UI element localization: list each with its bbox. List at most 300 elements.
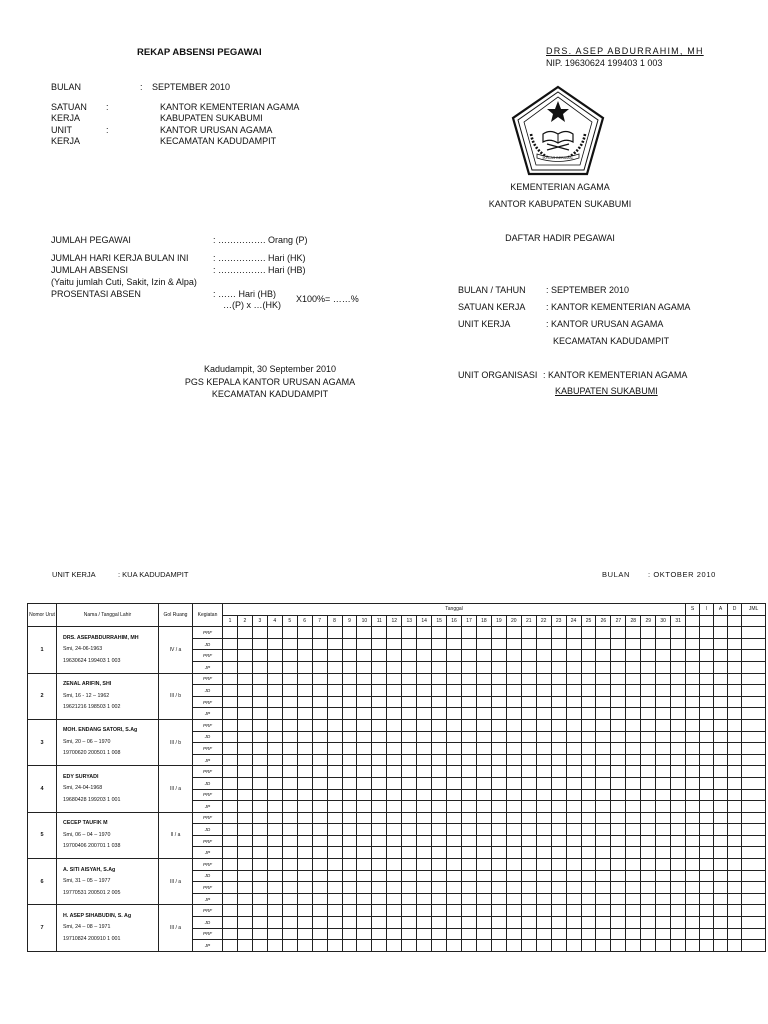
summary-cell xyxy=(700,789,714,801)
unit-value-1: KANTOR URUSAN AGAMA xyxy=(160,125,273,135)
summary-cell xyxy=(714,731,728,743)
attendance-cell xyxy=(342,673,357,685)
attendance-cell xyxy=(432,708,447,720)
attendance-cell xyxy=(327,789,342,801)
attendance-cell xyxy=(402,777,417,789)
attendance-cell xyxy=(237,859,252,871)
attendance-cell xyxy=(282,673,297,685)
attendance-cell xyxy=(536,719,551,731)
day-21: 21 xyxy=(521,615,536,627)
attendance-cell xyxy=(656,824,671,836)
summary-cell xyxy=(742,708,766,720)
attendance-cell xyxy=(432,801,447,813)
attendance-cell xyxy=(282,928,297,940)
attendance-cell xyxy=(536,708,551,720)
attendance-cell xyxy=(342,812,357,824)
activity-code: PRF xyxy=(193,696,223,708)
attendance-cell xyxy=(252,661,267,673)
attendance-cell xyxy=(626,766,641,778)
summary-cell xyxy=(728,650,742,662)
attendance-cell xyxy=(641,627,656,639)
attendance-cell xyxy=(237,882,252,894)
attendance-cell xyxy=(596,731,611,743)
attendance-cell xyxy=(671,835,686,847)
attendance-cell xyxy=(491,893,506,905)
attendance-cell xyxy=(671,905,686,917)
attendance-cell xyxy=(671,812,686,824)
attendance-cell xyxy=(223,812,238,824)
attendance-cell xyxy=(566,824,581,836)
summary-cell xyxy=(742,928,766,940)
attendance-cell xyxy=(237,928,252,940)
attendance-cell xyxy=(357,812,372,824)
summary-cell xyxy=(686,801,700,813)
attendance-cell xyxy=(297,847,312,859)
attendance-cell xyxy=(611,650,626,662)
attendance-cell xyxy=(387,766,402,778)
summary-cell xyxy=(700,893,714,905)
attendance-cell xyxy=(566,928,581,940)
attendance-cell xyxy=(536,754,551,766)
attendance-cell xyxy=(506,917,521,929)
attendance-cell xyxy=(297,893,312,905)
attendance-cell xyxy=(462,754,477,766)
attendance-cell xyxy=(506,870,521,882)
summary-cell xyxy=(686,789,700,801)
employee-name: ZENAL ARIFIN, SHI xyxy=(63,681,112,687)
attendance-cell xyxy=(611,870,626,882)
attendance-cell xyxy=(327,627,342,639)
attendance-cell xyxy=(432,824,447,836)
summary-cell xyxy=(742,801,766,813)
summary-cell xyxy=(742,777,766,789)
attendance-cell xyxy=(521,893,536,905)
attendance-cell xyxy=(521,719,536,731)
attendance-cell xyxy=(402,789,417,801)
attendance-cell xyxy=(581,928,596,940)
attendance-cell xyxy=(223,708,238,720)
summary-cell xyxy=(686,731,700,743)
attendance-cell xyxy=(342,847,357,859)
employee-no: 2 xyxy=(28,673,57,719)
attendance-cell xyxy=(506,743,521,755)
attendance-cell xyxy=(581,859,596,871)
activity-code: PRF xyxy=(193,835,223,847)
attendance-cell xyxy=(581,917,596,929)
summary-cell xyxy=(700,743,714,755)
attendance-cell xyxy=(491,766,506,778)
attendance-cell xyxy=(626,847,641,859)
daftar-org-value-2: KABUPATEN SUKABUMI xyxy=(555,386,658,396)
attendance-cell xyxy=(342,824,357,836)
attendance-cell xyxy=(417,893,432,905)
attendance-cell xyxy=(282,685,297,697)
attendance-cell xyxy=(297,835,312,847)
attendance-cell xyxy=(267,731,282,743)
attendance-cell xyxy=(357,661,372,673)
attendance-cell xyxy=(611,731,626,743)
attendance-cell xyxy=(432,638,447,650)
activity-code: JD xyxy=(193,777,223,789)
employee-nip: 19770531 200501 2 005 xyxy=(63,889,121,896)
attendance-cell xyxy=(417,766,432,778)
summary-cell xyxy=(728,696,742,708)
attendance-cell xyxy=(626,685,641,697)
attendance-cell xyxy=(252,777,267,789)
attendance-cell xyxy=(327,638,342,650)
attendance-cell xyxy=(671,928,686,940)
summary-cell xyxy=(700,708,714,720)
attendance-cell xyxy=(432,673,447,685)
attendance-cell xyxy=(312,696,327,708)
attendance-cell xyxy=(267,754,282,766)
table-row xyxy=(28,719,766,731)
attendance-cell xyxy=(312,801,327,813)
activity-code: PRF xyxy=(193,882,223,894)
attendance-cell xyxy=(357,859,372,871)
attendance-cell xyxy=(641,812,656,824)
attendance-cell xyxy=(476,859,491,871)
attendance-cell xyxy=(252,812,267,824)
attendance-cell xyxy=(223,719,238,731)
attendance-cell xyxy=(551,893,566,905)
attendance-cell xyxy=(656,685,671,697)
attendance-cell xyxy=(566,627,581,639)
day-14: 14 xyxy=(417,615,432,627)
attendance-cell xyxy=(432,812,447,824)
day-20: 20 xyxy=(506,615,521,627)
summary-cell xyxy=(742,882,766,894)
attendance-cell xyxy=(432,777,447,789)
day-31: 31 xyxy=(671,615,686,627)
day-30: 30 xyxy=(656,615,671,627)
attendance-cell xyxy=(596,696,611,708)
table-row xyxy=(28,812,766,824)
attendance-cell xyxy=(432,835,447,847)
attendance-cell xyxy=(387,743,402,755)
attendance-cell xyxy=(581,847,596,859)
summary-cell xyxy=(728,882,742,894)
employee-golongan: III / a xyxy=(159,859,193,905)
summary-cell xyxy=(714,917,728,929)
attendance-cell xyxy=(402,824,417,836)
activity-code: PRF xyxy=(193,743,223,755)
attendance-cell xyxy=(626,801,641,813)
attendance-cell xyxy=(626,661,641,673)
attendance-cell xyxy=(566,673,581,685)
attendance-cell xyxy=(237,917,252,929)
attendance-cell xyxy=(357,743,372,755)
day-9: 9 xyxy=(342,615,357,627)
attendance-cell xyxy=(536,685,551,697)
attendance-cell xyxy=(551,708,566,720)
attendance-cell xyxy=(267,917,282,929)
attendance-cell xyxy=(536,650,551,662)
attendance-cell xyxy=(372,812,387,824)
activity-code: JD xyxy=(193,917,223,929)
attendance-cell xyxy=(596,859,611,871)
attendance-cell xyxy=(521,882,536,894)
attendance-cell xyxy=(252,638,267,650)
attendance-cell xyxy=(476,777,491,789)
attendance-cell xyxy=(252,905,267,917)
attendance-cell xyxy=(267,905,282,917)
daftar-org-label: UNIT ORGANISASI xyxy=(458,370,538,380)
day-8: 8 xyxy=(327,615,342,627)
attendance-cell xyxy=(432,859,447,871)
attendance-cell xyxy=(267,870,282,882)
attendance-cell xyxy=(387,905,402,917)
attendance-cell xyxy=(312,893,327,905)
attendance-table xyxy=(27,603,766,952)
attendance-cell xyxy=(387,708,402,720)
attendance-cell xyxy=(237,638,252,650)
attendance-cell xyxy=(596,882,611,894)
attendance-cell xyxy=(536,743,551,755)
attendance-cell xyxy=(417,847,432,859)
attendance-cell xyxy=(297,719,312,731)
attendance-cell xyxy=(521,824,536,836)
attendance-cell xyxy=(432,650,447,662)
kerja-label: KERJA xyxy=(51,113,81,123)
attendance-cell xyxy=(476,731,491,743)
attendance-cell xyxy=(282,777,297,789)
employee-birth: Smi, 16 - 12 – 1962 xyxy=(63,692,110,699)
attendance-cell xyxy=(611,905,626,917)
attendance-cell xyxy=(267,789,282,801)
attendance-cell xyxy=(342,801,357,813)
attendance-cell xyxy=(566,870,581,882)
attendance-cell xyxy=(536,812,551,824)
attendance-cell xyxy=(611,754,626,766)
attendance-cell xyxy=(581,940,596,952)
attendance-cell xyxy=(462,824,477,836)
attendance-cell xyxy=(223,801,238,813)
attendance-cell xyxy=(491,882,506,894)
attendance-cell xyxy=(447,789,462,801)
employee-name: H. ASEP SIHABUDIN, S. Ag xyxy=(63,912,132,919)
attendance-cell xyxy=(342,638,357,650)
attendance-cell xyxy=(432,789,447,801)
attendance-cell xyxy=(432,940,447,952)
attendance-cell xyxy=(237,835,252,847)
attendance-cell xyxy=(596,719,611,731)
attendance-cell xyxy=(641,743,656,755)
employee-no: 5 xyxy=(28,812,57,858)
attendance-cell xyxy=(566,743,581,755)
col-golongan-header: Gol Ruang xyxy=(159,604,193,627)
attendance-cell xyxy=(387,893,402,905)
summary-blank xyxy=(700,615,714,627)
attendance-cell xyxy=(357,708,372,720)
attendance-cell xyxy=(342,777,357,789)
summary-cell xyxy=(700,661,714,673)
attendance-cell xyxy=(447,685,462,697)
attendance-cell xyxy=(611,685,626,697)
attendance-cell xyxy=(521,801,536,813)
summary-cell xyxy=(700,928,714,940)
attendance-cell xyxy=(671,917,686,929)
attendance-cell xyxy=(656,650,671,662)
attendance-cell xyxy=(447,812,462,824)
attendance-cell xyxy=(297,940,312,952)
attendance-cell xyxy=(237,812,252,824)
attendance-cell xyxy=(671,743,686,755)
attendance-cell xyxy=(223,789,238,801)
attendance-cell xyxy=(357,893,372,905)
summary-cell xyxy=(686,835,700,847)
attendance-cell xyxy=(432,882,447,894)
summary-cell xyxy=(700,940,714,952)
attendance-cell xyxy=(462,650,477,662)
attendance-cell xyxy=(566,801,581,813)
attendance-cell xyxy=(387,777,402,789)
attendance-cell xyxy=(297,870,312,882)
day-16: 16 xyxy=(447,615,462,627)
employee-birth: Smi, 24-06-1963 xyxy=(63,646,103,653)
summary-cell xyxy=(686,719,700,731)
attendance-cell xyxy=(671,650,686,662)
attendance-cell xyxy=(656,789,671,801)
attendance-cell xyxy=(476,708,491,720)
summary-cell xyxy=(714,650,728,662)
attendance-cell xyxy=(596,754,611,766)
attendance-cell xyxy=(491,801,506,813)
attendance-cell xyxy=(521,754,536,766)
attendance-cell xyxy=(223,882,238,894)
attendance-cell xyxy=(626,882,641,894)
attendance-cell xyxy=(566,847,581,859)
summary-cell xyxy=(686,743,700,755)
summary-cell xyxy=(686,824,700,836)
attendance-cell xyxy=(387,754,402,766)
summary-cell xyxy=(728,835,742,847)
attendance-cell xyxy=(521,847,536,859)
summary-cell xyxy=(742,673,766,685)
attendance-cell xyxy=(237,801,252,813)
attendance-cell xyxy=(581,824,596,836)
attendance-cell xyxy=(476,754,491,766)
summary-cell xyxy=(686,870,700,882)
attendance-cell xyxy=(641,917,656,929)
attendance-cell xyxy=(462,731,477,743)
attendance-cell xyxy=(476,870,491,882)
attendance-cell xyxy=(447,905,462,917)
attendance-cell xyxy=(596,708,611,720)
attendance-cell xyxy=(626,638,641,650)
attendance-cell xyxy=(671,789,686,801)
summary-cell xyxy=(714,812,728,824)
attendance-cell xyxy=(536,847,551,859)
employee-info xyxy=(57,812,159,858)
attendance-cell xyxy=(252,928,267,940)
attendance-cell xyxy=(267,882,282,894)
attendance-cell xyxy=(237,650,252,662)
day-27: 27 xyxy=(611,615,626,627)
employee-name: A. SITI AISYAH, S.Ag xyxy=(63,866,116,873)
attendance-cell xyxy=(536,882,551,894)
summary-cell xyxy=(728,627,742,639)
attendance-cell xyxy=(596,940,611,952)
attendance-cell xyxy=(402,650,417,662)
attendance-cell xyxy=(402,835,417,847)
summary-cell xyxy=(714,696,728,708)
attendance-cell xyxy=(611,696,626,708)
attendance-cell xyxy=(312,940,327,952)
attendance-cell xyxy=(447,638,462,650)
sheet-unit-label: UNIT KERJA xyxy=(52,570,96,579)
attendance-cell xyxy=(626,696,641,708)
attendance-cell xyxy=(223,743,238,755)
attendance-cell xyxy=(282,917,297,929)
summary-cell xyxy=(728,754,742,766)
attendance-cell xyxy=(372,673,387,685)
attendance-cell xyxy=(342,719,357,731)
attendance-cell xyxy=(372,777,387,789)
attendance-cell xyxy=(282,708,297,720)
attendance-cell xyxy=(611,847,626,859)
attendance-cell xyxy=(536,789,551,801)
attendance-cell xyxy=(282,905,297,917)
attendance-cell xyxy=(342,789,357,801)
attendance-cell xyxy=(581,638,596,650)
attendance-cell xyxy=(491,685,506,697)
attendance-cell xyxy=(327,731,342,743)
attendance-cell xyxy=(462,627,477,639)
attendance-cell xyxy=(252,708,267,720)
summary-cell xyxy=(686,882,700,894)
attendance-cell xyxy=(327,719,342,731)
attendance-cell xyxy=(372,743,387,755)
attendance-cell xyxy=(462,882,477,894)
attendance-cell xyxy=(342,731,357,743)
recap-title: REKAP ABSENSI PEGAWAI xyxy=(137,47,262,58)
summary-cell xyxy=(700,812,714,824)
summary-cell xyxy=(700,731,714,743)
attendance-cell xyxy=(596,638,611,650)
attendance-cell xyxy=(237,708,252,720)
summary-cell xyxy=(686,812,700,824)
summary-cell xyxy=(728,905,742,917)
attendance-cell xyxy=(237,766,252,778)
summary-cell xyxy=(700,847,714,859)
attendance-cell xyxy=(611,638,626,650)
summary-cell xyxy=(700,835,714,847)
attendance-cell xyxy=(491,673,506,685)
attendance-cell xyxy=(551,824,566,836)
attendance-cell xyxy=(476,847,491,859)
attendance-cell xyxy=(641,696,656,708)
attendance-cell xyxy=(656,801,671,813)
attendance-cell xyxy=(656,917,671,929)
attendance-cell xyxy=(267,777,282,789)
attendance-cell xyxy=(551,743,566,755)
attendance-cell xyxy=(282,661,297,673)
attendance-cell xyxy=(476,893,491,905)
daftar-unit-label: UNIT KERJA xyxy=(458,319,511,329)
attendance-cell xyxy=(342,743,357,755)
attendance-cell xyxy=(611,812,626,824)
attendance-cell xyxy=(491,812,506,824)
attendance-cell xyxy=(551,696,566,708)
attendance-cell xyxy=(581,905,596,917)
attendance-cell xyxy=(223,766,238,778)
attendance-cell xyxy=(312,859,327,871)
attendance-cell xyxy=(432,847,447,859)
attendance-cell xyxy=(626,650,641,662)
attendance-cell xyxy=(312,743,327,755)
summary-cell xyxy=(686,905,700,917)
